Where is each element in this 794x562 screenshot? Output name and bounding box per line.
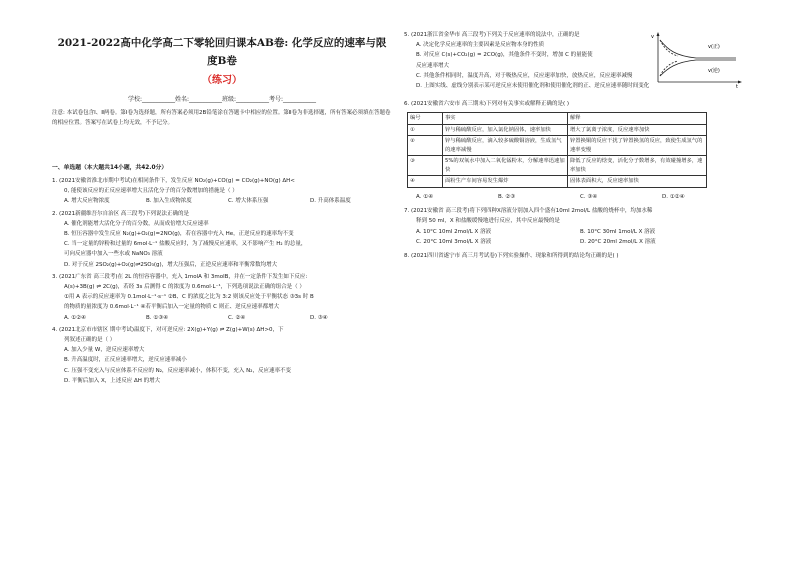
table-cell: ④ [408, 176, 443, 188]
student-info: 学校:___________姓名:___________班级:___________考号:___________ [127, 96, 317, 103]
q6-option-c[interactable]: C. ③④ [580, 193, 598, 200]
q6-option-b[interactable]: B. ②③ [498, 193, 516, 200]
table-header-explain: 解释 [568, 113, 707, 125]
q4-option-b[interactable]: B. 升高温度时，正反应速率增大，逆反应速率减小 [64, 357, 187, 364]
table-row [408, 156, 707, 176]
q7-option-a[interactable]: A. 10°C 10ml 2mol/L X 溶液 [416, 228, 492, 235]
question-7 [404, 206, 744, 247]
q1-stem-1: 1. (2021安徽省淮北市期中考试)在相同条件下，发生反应 NO₂(g)+CO(g) = CO₂(g)+NO(g) ΔH< [52, 178, 295, 184]
graph-label-forward: v(正) [708, 44, 720, 50]
table-row [408, 124, 707, 136]
q1-option-d[interactable]: D. 升高体系温度 [310, 198, 351, 205]
q5-option-a[interactable]: A. 决定化学反应速率的主要因素是反应物本身的性质 [416, 42, 545, 49]
q1-options [52, 196, 392, 206]
q7-stem-1: 7. (2021安徽省 高三段考)将下列四种X溶液分别加入四个盛有10ml 2mol/L 盐酸的烧杯中，均加水稀 [404, 208, 653, 215]
q3-option-d[interactable]: D. ③④ [310, 314, 328, 321]
q7-option-d[interactable]: D. 20°C 20ml 2mol/L X 溶液 [580, 238, 656, 245]
q5-option-c[interactable]: C. 其他条件相同时，温度升高，对于吸热反应，反应速率加快，放热反应，反应速率减慢 [416, 72, 633, 79]
q3-option-a[interactable]: A. ①②④ [64, 314, 86, 321]
graph-reverse-curve-solid [660, 60, 736, 76]
q3-options [52, 313, 392, 323]
left-column [52, 30, 392, 388]
q6-table [407, 112, 707, 188]
q4-option-d[interactable]: D. 平衡后加入 X，上述反应 ΔH 的增大 [64, 377, 161, 384]
table-header-row [408, 113, 707, 125]
q3-stem-2: A(s)+3B(g) ⇌ 2C(g)，若经 3s 后测得 C 的浓度为 0.6mol·L⁻¹，下列选项说法正确的组合是（ ） [64, 284, 305, 291]
q3-option-c[interactable]: C. ②④ [228, 314, 246, 321]
doc-title [52, 34, 392, 70]
table-cell: ② [408, 136, 443, 156]
section-heading: 一、单选题（本大题共14小题，共42.0分） [52, 165, 168, 171]
q7-options-row-1 [404, 227, 744, 237]
q5-stem: 5. (2021浙江省金华市 高三段考)下列关于反应速率的说法中，正确的是 [404, 32, 580, 38]
q4-option-a[interactable]: A. 加入少量 W，逆反应速率增大 [64, 347, 145, 354]
q6-stem: 6. (2021安徽省六安市 高三期末)下列对有关事实或解释正确的是( ) [404, 101, 570, 108]
q1-option-a[interactable]: A. 增大反应物浓度 [64, 198, 110, 205]
q5-option-d[interactable]: D. 上图实线、虚线分别表示某可逆反应未使用催化剂和使用催化剂的正、逆反应速率随时间变化 [416, 83, 650, 90]
q1-option-b[interactable]: B. 加入生成物浓度 [146, 198, 192, 205]
q7-option-c[interactable]: C. 20°C 10ml 3mol/L X 溶液 [416, 238, 492, 245]
q1-option-c[interactable]: C. 增大体系压强 [228, 198, 269, 205]
question-5 [404, 30, 744, 91]
table-row [408, 136, 707, 156]
table-cell: 锌与稀硫酸反应，加入氯化钠固体，速率加快 [443, 124, 568, 136]
q1-stem-2: 0, 能使该反应的正反应速率增大且活化分子的百分数增加的措施是（ ） [64, 188, 238, 195]
graph-forward-curve-solid [660, 40, 736, 58]
q2-option-c[interactable]: C. 当一定量的锌粉和过量的 6mol·L⁻¹ 盐酸反应时，为了减慢反应速率，又不影响产生 H₂ 的总量， [64, 241, 307, 248]
rate-time-graph [648, 30, 744, 88]
q6-options [404, 192, 744, 202]
q6-option-a[interactable]: A. ①④ [416, 193, 434, 200]
q8-stem: 8. (2021四川省遂宁市 高三月考试卷)下列实验操作、现象和所得到的结论均正确的是( ) [404, 252, 619, 259]
q3-statements-2: 的物质的量浓度为 0.6mol·L⁻¹ ④若平衡后加入一定量的物质 C 则正、逆反应速率都增大 [64, 304, 280, 311]
q4-stem-2: 列叙述正确的是（ ） [64, 337, 116, 344]
table-cell: ③ [408, 156, 443, 176]
question-6 [404, 99, 744, 202]
table-header-fact: 事实 [443, 113, 568, 125]
q2-option-c-cont: 可向反应器中加入一些水或 NaNO₃ 溶液 [64, 251, 163, 258]
q5-option-b[interactable]: B. 对反应 C(s)+CO₂(g) = 2CO(g)，其他条件不变时，增加 C 的量能使 [416, 52, 593, 59]
question-2 [52, 209, 392, 270]
graph-x-arrow [738, 81, 742, 84]
table-cell: 锌置换铜的反应干扰了锌置换氢的反应，致使生成氢气的速率变慢 [568, 136, 707, 156]
q3-statements-1: ①用 A 表示的反应速率为 0.1mol·L⁻¹·s⁻¹ ②B、C 的浓度之比为 3:2 则该反应处于平衡状态 ③3s 时 B [64, 294, 314, 301]
q7-options-row-2 [404, 237, 744, 247]
right-column [404, 30, 744, 263]
q2-option-d[interactable]: D. 对于反应 2SO₂(g)+O₂(g)⇌2SO₃(g)，增大压强后，正逆反应速率和平衡常数均增大 [64, 261, 278, 268]
q2-option-a[interactable]: A. 催化剂能增大活化分子的百分数，从而成倍增大反应速率 [64, 220, 209, 227]
table-cell: 增大了氯离子浓度，反应速率加快 [568, 124, 707, 136]
exam-note: 注意: 本试卷包含Ⅰ、Ⅱ两卷。第Ⅰ卷为选择题，所有答案必须用2B铅笔涂在答题卡中相应的位置。第Ⅱ卷为非选择题，所有答案必须填在答题卷的相应位置。答案写在试卷上均无效，不予记分。 [52, 110, 391, 126]
q2-option-b[interactable]: B. 恒压容器中发生反应 N₂(g)+O₂(g)=2NO(g)，若在容器中充入 He，正逆反应的速率均不变 [64, 231, 294, 238]
table-cell: 面粉生产车间容易发生爆炸 [443, 176, 568, 188]
q5-option-b-cont: 反应速率增大 [416, 62, 450, 69]
table-row [408, 176, 707, 188]
title-line-2: 度B卷 [207, 55, 237, 67]
graph-forward-curve-dashed [660, 40, 678, 56]
table-cell: 降低了反应的焓变，活化分子数增多，有效碰撞增多，速率加快 [568, 156, 707, 176]
q6-option-d[interactable]: D. ①②④ [662, 193, 685, 200]
table-cell: 锌与稀硫酸反应，滴入较多硫酸铜溶液，生成氢气的速率减慢 [443, 136, 568, 156]
q4-option-c[interactable]: C. 压强不变充入与反应体系不反应的 N₂，反应速率减小，体积不变，充入 N₂，反应速率不变 [64, 367, 291, 374]
q3-option-b[interactable]: B. ①③④ [146, 314, 169, 321]
q2-stem: 2. (2021新疆维吾尔自治区 高三段考)下列说法正确的是 [52, 210, 190, 217]
question-3 [52, 272, 392, 323]
table-cell: ① [408, 124, 443, 136]
q4-stem-1: 4. (2021北京市市辖区 期中考试)温度下，对可逆反应: 2X(g)+Y(g) ⇌ Z(g)+W(s) ΔH>0，下 [52, 326, 284, 333]
table-cell: 固体表面积大，反应速率加快 [568, 176, 707, 188]
q7-option-b[interactable]: B. 10°C 30ml 1mol/L X 溶液 [580, 228, 656, 235]
practice-label: （练习） [202, 75, 242, 86]
question-1 [52, 176, 392, 207]
title-line-1: 2021-2022高中化学高二下零轮回归课本AB卷: 化学反应的速率与限 [57, 37, 387, 49]
question-8 [404, 251, 744, 261]
graph-x-label: t [736, 84, 738, 88]
graph-y-label: v [651, 34, 654, 40]
table-cell: 5%的双氧水中加入二氧化锰粉末，分解速率迅速加快 [443, 156, 568, 176]
graph-y-arrow [657, 32, 660, 36]
graph-label-reverse: v(逆) [708, 68, 720, 74]
question-4 [52, 325, 392, 386]
table-header-id: 编号 [408, 113, 443, 125]
q7-stem-2: 释到 50 ml，X 和盐酸缓慢地进行反应，其中反应最慢的是 [416, 218, 560, 225]
q3-stem-1: 3. (2021广东省 高三段考)在 2L 的恒容容器中，充入 1molA 和 3molB，并在一定条件下发生如下反应: [52, 273, 308, 280]
